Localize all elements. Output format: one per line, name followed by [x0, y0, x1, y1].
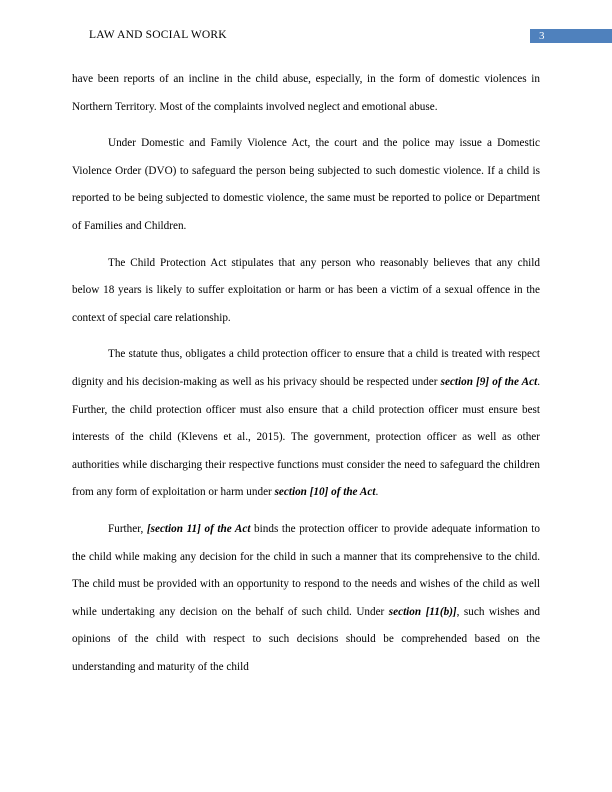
paragraph-3: The Child Protection Act stipulates that any person who reasonably believes that any child below 18 years is likely to suffer exploitation or harm or has been a victim of a sexual offence in the context of special care relationship. [72, 256, 540, 324]
citation-section-10: section [10] of the Act [274, 486, 376, 499]
running-head: LAW AND SOCIAL WORK [89, 29, 227, 41]
paragraph-5 [72, 516, 540, 682]
paragraph-2: Under Domestic and Family Violence Act, the court and the police may issue a Domestic Violence Order (DVO) to safeguard the person being subjected to such domestic violence. If a child is reported to be being subjected to domestic violence, the same must be reported to police or Department of Families and Children. [72, 137, 540, 232]
page-number: 3 [539, 30, 545, 42]
paragraph-4-text-c: . [375, 486, 379, 499]
paragraph-4-text-b: . Further, the child protection officer must also ensure that a child protection officer must ensure best interests of the child (Klevens et al., 2015). The government, protection officer as well as other authorities while discharging their respective functions must consider the need to safeguard the children from any form of exploitation or harm under [72, 375, 540, 499]
paragraph-5-text-c: , such wishes and opinions of the child with respect to such decisions should be comprehended based on the understanding and maturity of the child [72, 605, 541, 673]
paragraph-1: have been reports of an incline in the child abuse, especially, in the form of domestic violences in Northern Territory. Most of the complaints involved neglect and emotional abuse. [72, 73, 540, 113]
paragraph-4-text-a: The statute thus, obligates a child protection officer to ensure that a child is treated with respect dignity and his decision-making as well as his privacy should be respected under [72, 348, 540, 388]
page-number-box [530, 29, 612, 43]
paragraph-5-text-b: binds the protection officer to provide adequate information to the child while making any decision for the child in such a manner that its comprehensive to the child. The child must be provided with an opportunity to respond to the needs and wishes of the child as well while undertaking any decision on the behalf of such child. Under [72, 522, 540, 618]
citation-section-11: [section 11] of the Act [146, 522, 251, 535]
paragraph-5-text-a: Further, [108, 522, 147, 535]
citation-section-9: section [9] of the Act [440, 375, 538, 388]
body-text [72, 66, 540, 690]
citation-section-11b: section [11(b)] [388, 605, 457, 618]
paragraph-4 [72, 341, 540, 507]
